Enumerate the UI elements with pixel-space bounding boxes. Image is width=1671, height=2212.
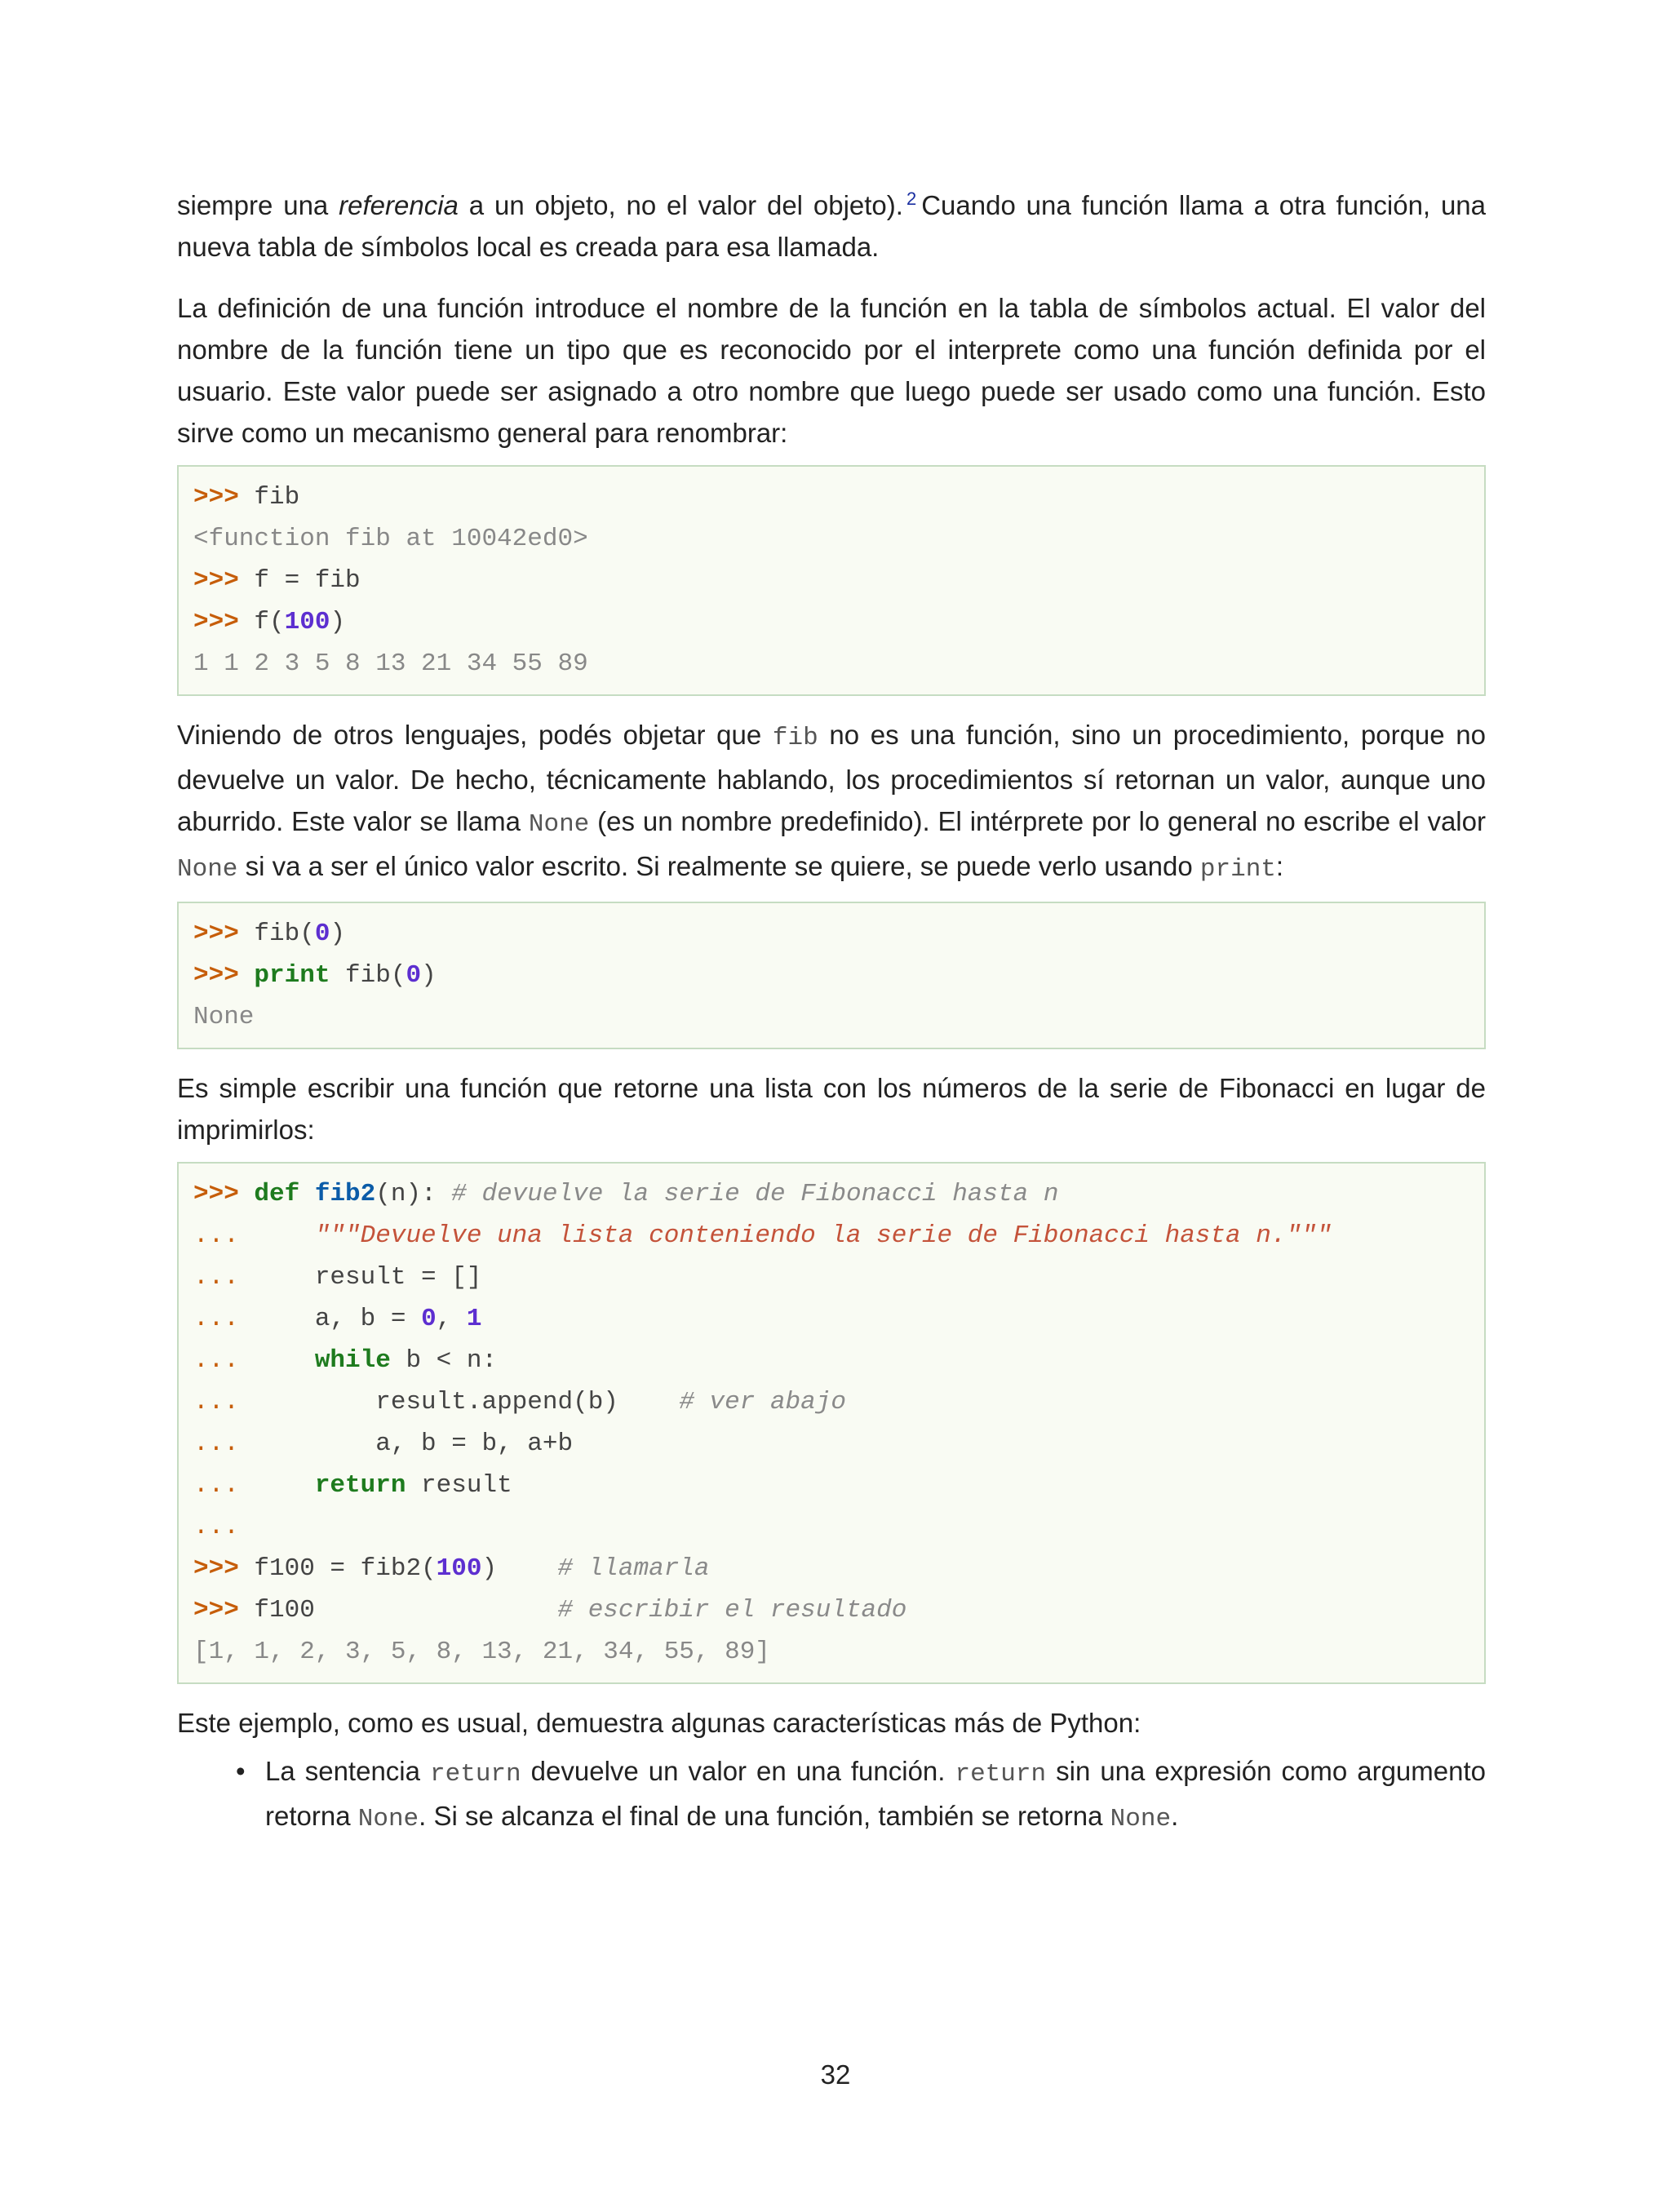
- inline-code: return: [430, 1760, 521, 1789]
- text: .: [1171, 1801, 1179, 1831]
- text: :: [1275, 851, 1284, 881]
- code-block-3: [177, 1162, 1486, 1684]
- prompt: >>>: [193, 961, 239, 990]
- number: 0: [406, 961, 422, 990]
- text: sin una expresión como argumento retorna: [265, 1756, 1486, 1831]
- inline-code: None: [177, 855, 238, 884]
- code-text: fib(: [238, 920, 315, 948]
- code-text: ): [330, 920, 346, 948]
- continuation-prompt: ...: [193, 1513, 239, 1541]
- code-output: <function fib at 10042ed0>: [193, 525, 588, 553]
- code-block-2: [177, 902, 1486, 1049]
- text: . Si se alcanza el final de una función, también se retorna: [419, 1801, 1110, 1831]
- code-line: [193, 1173, 1469, 1215]
- code-line: [193, 1506, 1469, 1548]
- text: La sentencia: [265, 1756, 431, 1786]
- text: devuelve un valor en una función.: [521, 1756, 955, 1786]
- footnote-marker[interactable]: 2: [906, 188, 917, 209]
- page-body: [177, 184, 1486, 1840]
- page-number: 32: [820, 2059, 851, 2090]
- code-line: [193, 1215, 1469, 1257]
- text: Cuando una función llama a otra función, una nueva tabla de símbolos local es creada para esa llamada.: [177, 190, 1487, 262]
- number: 100: [436, 1554, 482, 1583]
- code-output: None: [193, 1003, 255, 1031]
- code-text: fib: [238, 483, 300, 512]
- text: siempre una: [177, 190, 339, 220]
- code-line: [193, 1465, 1469, 1506]
- keyword: while: [314, 1346, 391, 1375]
- docstring: """Devuelve una lista conteniendo la serie de Fibonacci hasta n.""": [314, 1221, 1332, 1250]
- code-line: [193, 1589, 1469, 1631]
- code-text: ): [421, 961, 437, 990]
- inline-code: fib: [772, 724, 818, 752]
- code-line: [193, 1423, 1469, 1465]
- comment: # llamarla: [557, 1554, 710, 1583]
- continuation-prompt: ...: [193, 1430, 239, 1458]
- keyword: print: [254, 961, 330, 990]
- text: (es un nombre predefinido). El intérprete por lo general no escribe el valor: [589, 806, 1486, 836]
- keyword: def: [254, 1180, 300, 1208]
- code-text: result: [406, 1471, 512, 1500]
- prompt: >>>: [193, 1554, 239, 1583]
- text: no es una función, sino un procedimiento, porque no devuelve un valor. De hecho, técnicamente hablando, los procedimientos sí retornan un valor, aunque uno aburrido. Este valor se llama: [177, 720, 1486, 836]
- paragraph-2: La definición de una función introduce el nombre de la función en la tabla de símbolos actual. El valor del nombre de la función tiene un tipo que es reconocido por el interprete como una función definida por el usuario. Este valor puede ser asignado a otro nombre que luego puede ser usado como una función. Esto sirve como un mecanismo general para renombrar:: [177, 293, 1486, 448]
- code-line: [193, 955, 1469, 996]
- code-text: (n):: [375, 1180, 437, 1208]
- prompt: >>>: [193, 920, 239, 948]
- number: 1: [466, 1305, 482, 1333]
- continuation-prompt: ...: [193, 1263, 239, 1292]
- text: Viniendo de otros lenguajes, podés objetar que: [177, 720, 773, 750]
- continuation-prompt: ...: [193, 1305, 239, 1333]
- code-text: b < n:: [390, 1346, 498, 1375]
- code-line: [193, 1381, 1469, 1423]
- paragraph-3: [177, 714, 1486, 890]
- paragraph-1: [177, 184, 1486, 268]
- comment: # devuelve la serie de Fibonacci hasta n: [451, 1180, 1059, 1208]
- emphasis-referencia: referencia: [339, 190, 459, 220]
- code-text: f = fib: [238, 566, 361, 595]
- code-text: result.append(b): [375, 1388, 618, 1416]
- code-line: [193, 477, 1469, 518]
- code-text: f(: [238, 608, 285, 636]
- code-line: [193, 601, 1469, 643]
- code-text: f100: [238, 1596, 315, 1625]
- continuation-prompt: ...: [193, 1471, 239, 1500]
- number: 100: [284, 608, 330, 636]
- code-output: 1 1 2 3 5 8 13 21 34 55 89: [193, 649, 588, 678]
- code-text: ): [481, 1554, 498, 1583]
- function-name: fib2: [314, 1180, 376, 1208]
- code-line: [193, 1548, 1469, 1589]
- bullet-list: [177, 1750, 1486, 1840]
- code-line: [193, 560, 1469, 601]
- number: 0: [421, 1305, 437, 1333]
- code-block-1: [177, 465, 1486, 696]
- inline-code: None: [357, 1805, 419, 1833]
- code-line: [193, 913, 1469, 955]
- inline-code: None: [1110, 1805, 1172, 1833]
- code-line: [193, 1298, 1469, 1340]
- prompt: >>>: [193, 608, 239, 636]
- inline-code: None: [528, 810, 590, 839]
- inline-code: print: [1199, 855, 1276, 884]
- keyword: return: [314, 1471, 406, 1500]
- code-text: ,: [436, 1305, 467, 1333]
- prompt: >>>: [193, 1596, 239, 1625]
- code-output: [1, 1, 2, 3, 5, 8, 13, 21, 34, 55, 89]: [193, 1638, 770, 1666]
- number: 0: [314, 920, 330, 948]
- code-text: ): [330, 608, 346, 636]
- code-text: a, b =: [314, 1305, 422, 1333]
- inline-code: return: [955, 1760, 1047, 1789]
- prompt: >>>: [193, 483, 239, 512]
- continuation-prompt: ...: [193, 1346, 239, 1375]
- code-text: fib(: [330, 961, 406, 990]
- code-line: [193, 1257, 1469, 1298]
- prompt: >>>: [193, 1180, 239, 1208]
- list-item: [265, 1750, 1486, 1840]
- paragraph-5: Este ejemplo, como es usual, demuestra algunas características más de Python:: [177, 1708, 1141, 1738]
- text: a un objeto, no el valor del objeto).: [458, 190, 903, 220]
- comment: # escribir el resultado: [557, 1596, 907, 1625]
- code-text: f100 = fib2(: [238, 1554, 437, 1583]
- code-line: [193, 1340, 1469, 1381]
- continuation-prompt: ...: [193, 1388, 239, 1416]
- code-text: a, b = b, a+b: [375, 1430, 574, 1458]
- paragraph-4: Es simple escribir una función que retorne una lista con los números de la serie de Fibonacci en lugar de imprimirlos:: [177, 1073, 1486, 1145]
- text: si va a ser el único valor escrito. Si realmente se quiere, se puede verlo usando: [237, 851, 1200, 881]
- comment: # ver abajo: [679, 1388, 846, 1416]
- continuation-prompt: ...: [193, 1221, 239, 1250]
- code-text: result = []: [314, 1263, 482, 1292]
- prompt: >>>: [193, 566, 239, 595]
